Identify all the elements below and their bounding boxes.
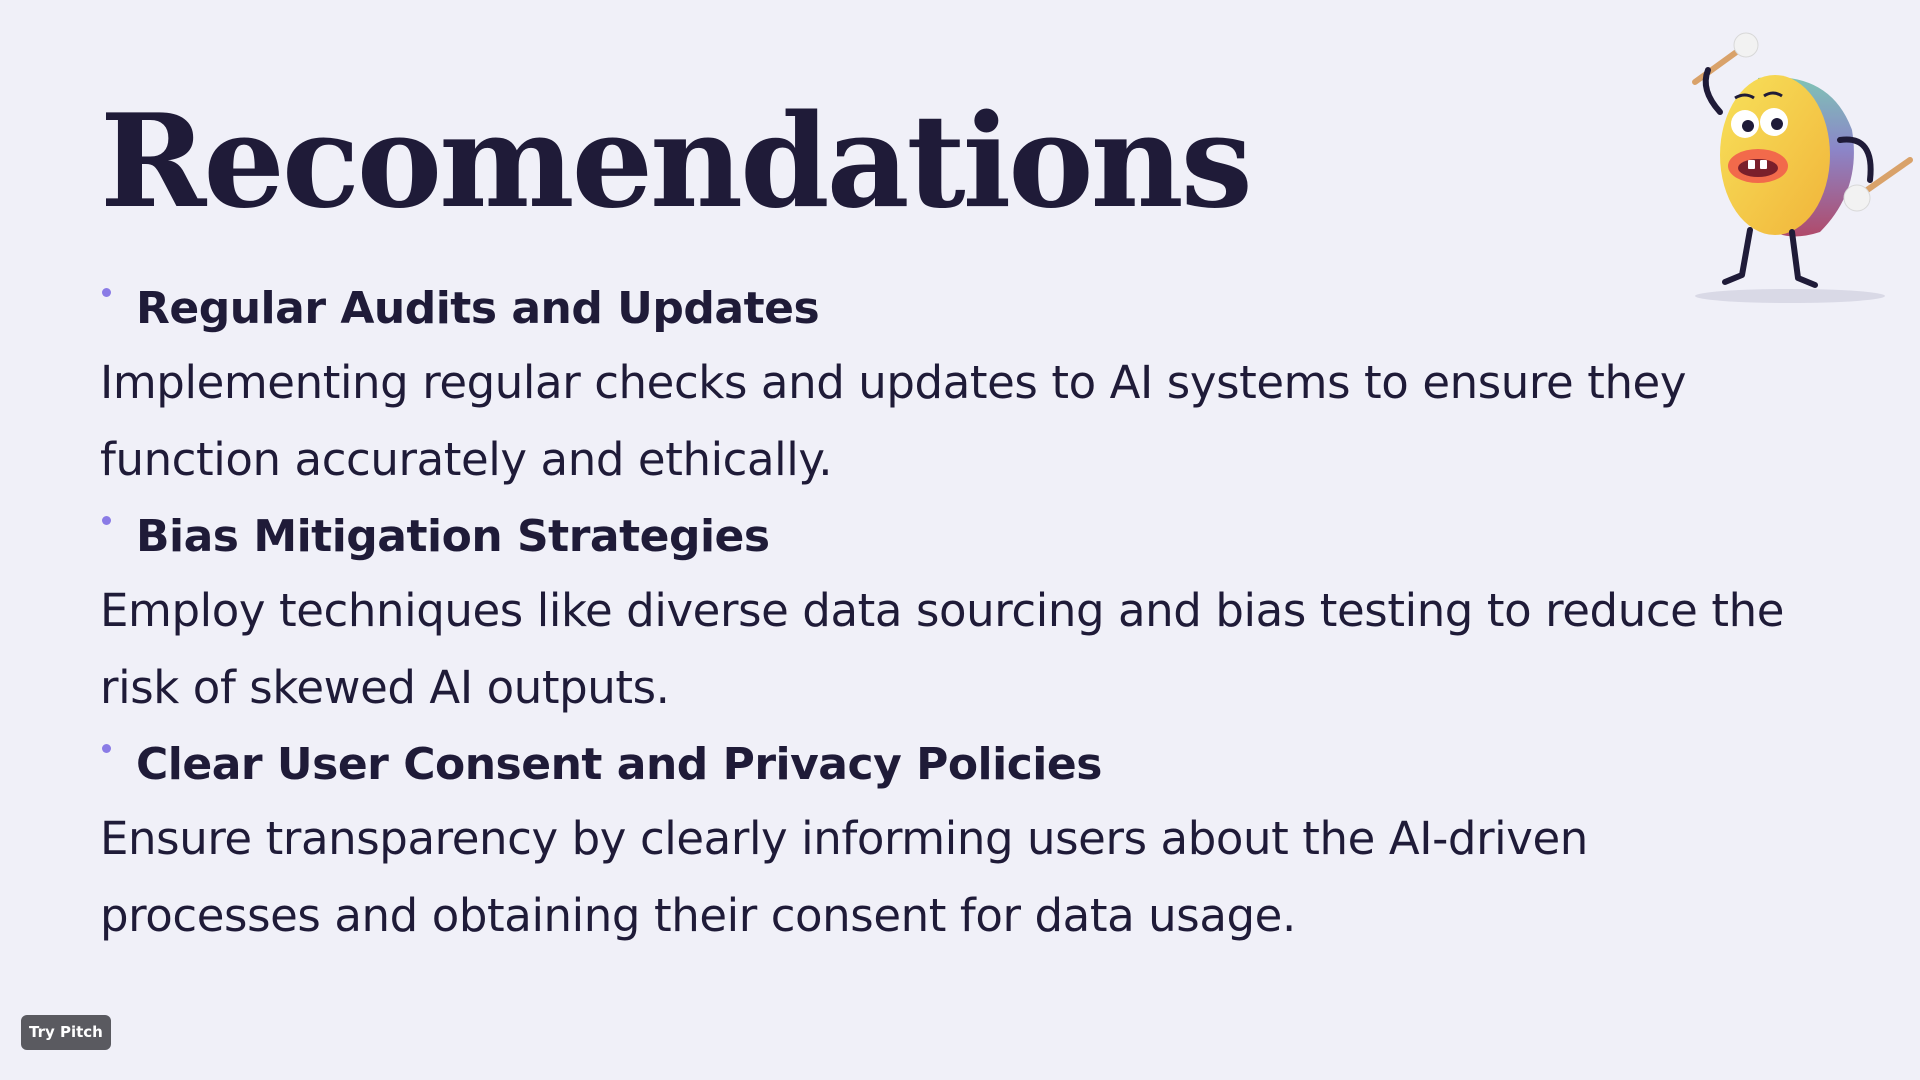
item-heading-text: Bias Mitigation Strategies xyxy=(136,511,770,562)
item-body: Ensure transparency by clearly informing users about the AI-driven processes and obtaining their consent for data usage. xyxy=(100,812,1588,942)
bullet-icon xyxy=(102,516,111,525)
item-heading xyxy=(100,502,1800,572)
bullet-icon xyxy=(102,744,111,753)
item-body: Employ techniques like diverse data sourcing and bias testing to reduce the risk of skewed AI outputs. xyxy=(100,584,1785,714)
recommendation-list xyxy=(100,274,1800,958)
list-item xyxy=(100,274,1800,498)
list-item xyxy=(100,502,1800,726)
drum-mascot-icon xyxy=(1680,20,1920,310)
item-heading-text: Clear User Consent and Privacy Policies xyxy=(136,739,1102,790)
item-body: Implementing regular checks and updates to AI systems to ensure they function accurately and ethically. xyxy=(100,356,1687,486)
slide-title: Recomendations xyxy=(100,87,1250,237)
list-item xyxy=(100,730,1800,954)
try-pitch-button[interactable]: Try Pitch xyxy=(21,1015,111,1050)
item-heading xyxy=(100,274,1800,344)
bullet-icon xyxy=(102,288,111,297)
item-heading-text: Regular Audits and Updates xyxy=(136,283,820,334)
item-heading xyxy=(100,730,1800,800)
